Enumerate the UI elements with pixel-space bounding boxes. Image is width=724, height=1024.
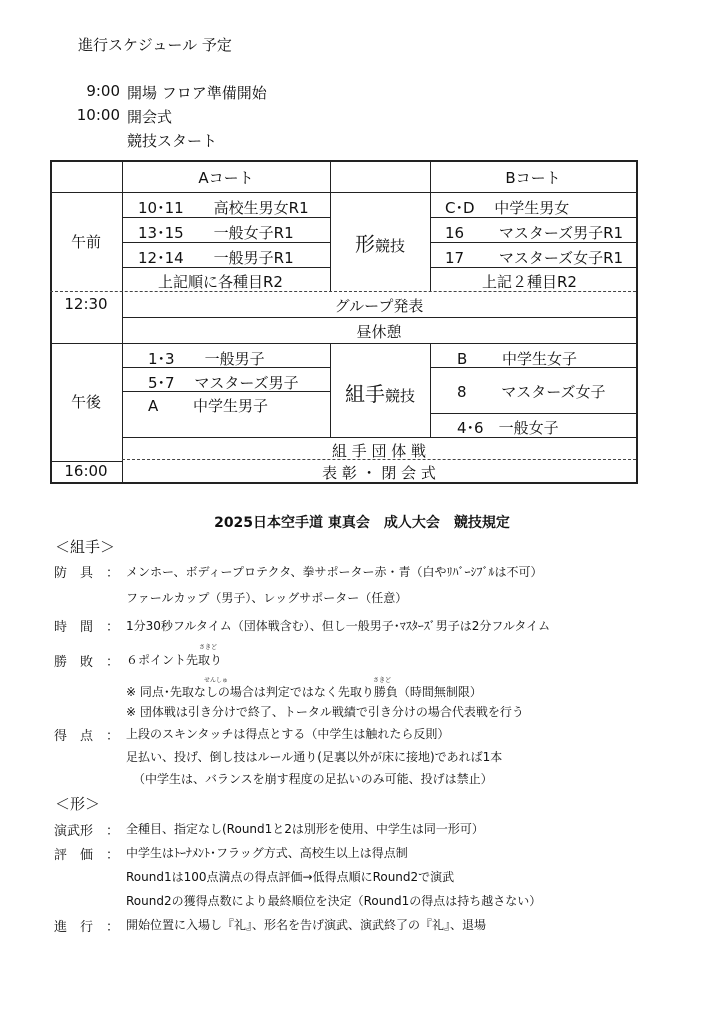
morning-label: 午前: [70, 233, 101, 251]
table-hline: [430, 413, 636, 414]
rule-line: 開始位置に入場し『礼』、形名を告げ演武、演武終了の『礼』、退場: [126, 918, 487, 932]
afternoon-b-entry: 4･6 一般女子: [457, 419, 559, 437]
rule-label: 進 行 ：: [54, 920, 120, 935]
rule-label: 演武形 ：: [54, 824, 120, 839]
table-hline: [50, 192, 636, 193]
ruby-senshu: せんしゅ: [204, 677, 229, 684]
schedule-title: 進行スケジュール 予定: [78, 36, 232, 54]
rule-line: 中学生はﾄｰﾅﾒﾝﾄ･フラッグ方式、高校生以上は得点制: [126, 846, 408, 860]
team-kumite: 組 手 団 体 戦: [331, 442, 427, 460]
timeline-time: 9:00: [86, 82, 120, 100]
table-hline: [50, 343, 636, 344]
ruby-sakidori: さきど: [373, 677, 392, 684]
rule-label: 評 価 ：: [54, 848, 120, 863]
rule-line: メンホー、ボディープロテクタ、拳サポーター赤・青（白やﾘﾊﾞｰｼﾌﾞﾙは不可）: [126, 565, 543, 579]
rule-line: ※ 団体戦は引き分けで終了、トータル戦績で引き分けの場合代表戦を行う: [126, 705, 524, 719]
morning-a-entry: 12･14 一般男子R1: [138, 249, 294, 267]
rule-line: ６ポイント先取り: [126, 653, 223, 667]
lunch-break: 昼休憩: [356, 323, 402, 341]
morning-a-note: 上記順に各種目R2: [158, 273, 283, 291]
rule-line: 上段のスキンタッチは得点とする（中学生は触れたら反則）: [126, 727, 450, 741]
kumite-big: 組手: [344, 382, 385, 406]
afternoon-b-entry: B 中学生女子: [457, 350, 578, 368]
afternoon-a-entry: 1･3 一般男子: [148, 350, 265, 368]
morning-b-entry: 16 マスターズ男子R1: [445, 224, 624, 242]
rules-title: 2025日本空手道 東真会 成人大会 競技規定: [214, 515, 510, 531]
morning-b-entry: 17 マスターズ女子R1: [445, 249, 624, 267]
timeline-time: 10:00: [76, 106, 120, 124]
rule-line: ファールカップ（男子）、レッグサポーター（任意）: [126, 591, 408, 605]
morning-a-entry: 10･11 高校生男女R1: [138, 199, 309, 217]
afternoon-b-entry: 8 マスターズ女子: [457, 383, 606, 401]
ruby-sakidori: さきど: [199, 644, 218, 651]
morning-b-entry: C･D 中学生男女: [445, 199, 570, 217]
kata-small: 競技: [374, 237, 405, 255]
time-1600: 16:00: [64, 462, 108, 480]
kata-header: ＜形＞: [55, 795, 101, 813]
rule-label: 防 具 ：: [54, 566, 120, 581]
afternoon-a-entry: 5･7 マスターズ男子: [148, 374, 299, 392]
rule-line: Round1は100点満点の得点評価→低得点順にRound2で演武: [126, 870, 455, 884]
afternoon-a-entry: A 中学生男子: [148, 397, 269, 415]
rule-line: 足払い、投げ、倒し技はルール通り(足裏以外が床に接地)であれば1本: [126, 750, 503, 764]
time-1230: 12:30: [64, 295, 108, 313]
rule-label: 勝 敗 ：: [54, 655, 120, 670]
rule-line: ※ 同点･先取なしの場合は判定ではなく先取り勝負（時間無制限）: [126, 685, 482, 699]
kata-big: 形: [354, 232, 375, 256]
col-a-header: Aコート: [198, 169, 254, 187]
kumite-header: ＜組手＞: [55, 538, 116, 556]
col-b-header: Bコート: [505, 169, 561, 187]
rule-label: 得 点 ：: [54, 729, 120, 744]
rule-line: 全種目、指定なし(Round1と2は別形を使用、中学生は同一形可）: [126, 822, 484, 836]
schedule-table: [50, 160, 636, 482]
ceremony: 表 彰 ・ 閉 会 式: [322, 464, 436, 482]
rule-label: 時 間 ：: [54, 620, 120, 635]
table-vline: [430, 344, 431, 437]
rule-line: （中学生は、バランスを崩す程度の足払いのみ可能、投げは禁止）: [133, 772, 493, 786]
morning-a-entry: 13･15 一般女子R1: [138, 224, 294, 242]
kumite-event-label: [330, 378, 430, 407]
kumite-small: 競技: [384, 387, 415, 405]
table-hline: [122, 437, 636, 438]
group-presentation: グループ発表: [334, 297, 424, 315]
timeline-event: 競技スタート: [127, 132, 218, 150]
afternoon-label: 午後: [70, 393, 101, 411]
timeline-event: 開場 フロア準備開始: [127, 84, 267, 102]
timeline-event: 開会式: [127, 108, 173, 126]
table-hline: [122, 317, 636, 318]
rule-line: Round2の獲得点数により最終順位を決定（Round1の得点は持ち越さない）: [126, 894, 542, 908]
morning-b-note: 上記２種目R2: [482, 273, 577, 291]
kata-event-label: [330, 228, 430, 257]
rule-line: 1分30秒フルタイム（団体戦含む）、但し一般男子･ﾏｽﾀｰｽﾞ男子は2分フルタイム: [126, 619, 551, 633]
table-vline: [330, 160, 331, 292]
